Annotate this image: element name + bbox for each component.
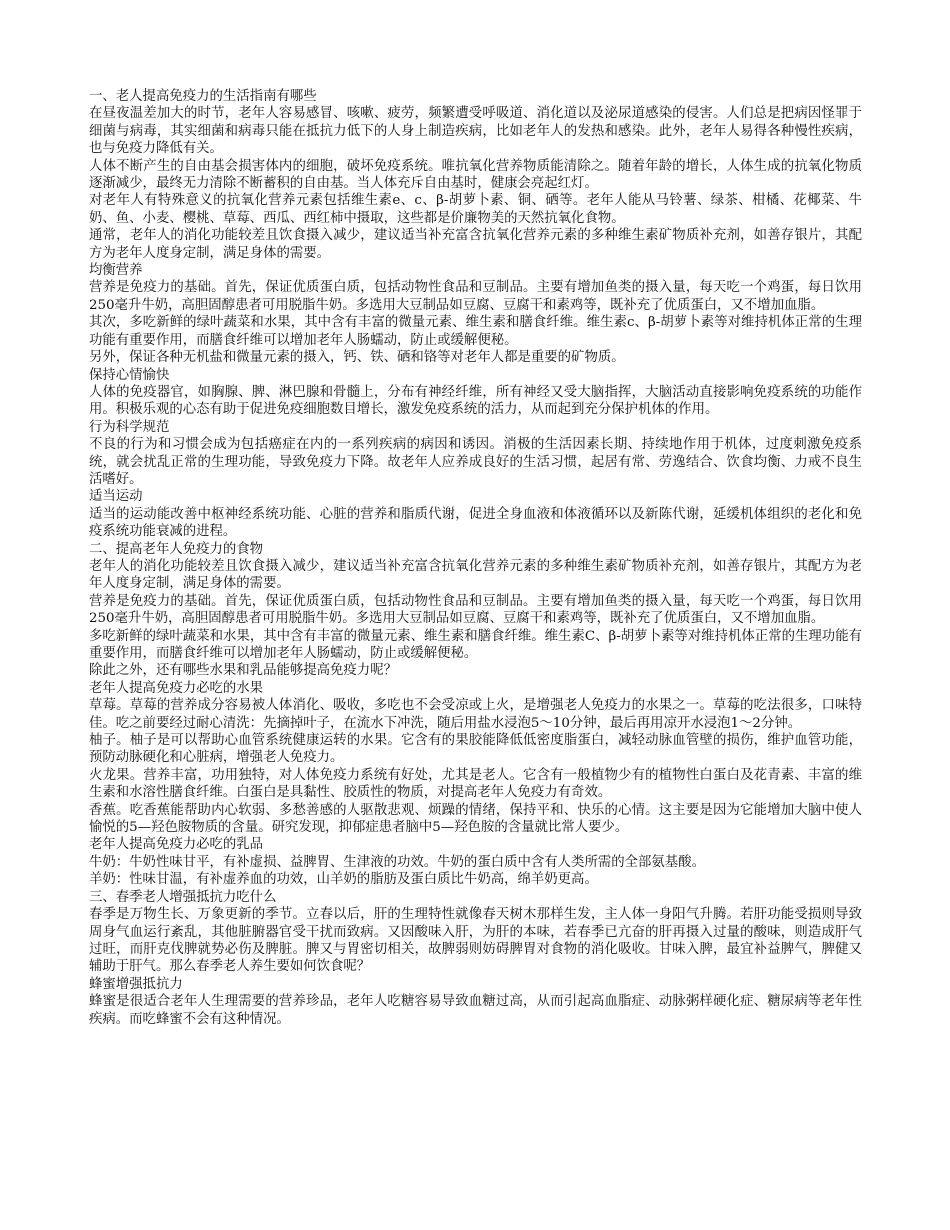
paragraph: 适当的运动能改善中枢神经系统功能、心脏的营养和脂质代谢，促进全身血液和体液循环以及新陈代谢，延缓机体组织的老化和免疫系统功能衰减的进程。 (89, 506, 862, 540)
paragraph: 人体不断产生的自由基会损害体内的细胞，破坏免疫系统。唯抗氧化营养物质能清除之。随着年龄的增长，人体生成的抗氧化物质逐渐减少，最终无力清除不断蓄积的自由基。当人体充斥自由基时，健康会亮起红灯。 (89, 158, 862, 192)
paragraph: 火龙果。营养丰富，功用独特，对人体免疫力系统有好处，尤其是老人。它含有一般植物少有的植物性白蛋白及花青素、丰富的维生素和水溶性膳食纤维。白蛋白是具黏性、胶质性的物质，对提高老年人免疫力有奇效。 (89, 767, 862, 801)
section-heading: 蜂蜜增强抵抗力 (89, 976, 183, 992)
paragraph: 牛奶：牛奶性味甘平，有补虚损、益脾胃、生津液的功效。牛奶的蛋白质中含有人类所需的全部氨基酸。 (89, 854, 705, 870)
paragraph: 老年人的消化功能较差且饮食摄入减少，建议适当补充富含抗氧化营养元素的多种维生素矿物质补充剂，如善存银片，其配方为老年人度身定制，满足身体的需要。 (89, 558, 862, 592)
section-heading: 老年人提高免疫力必吃的水果 (89, 680, 264, 696)
paragraph: 人体的免疫器官，如胸腺、脾、淋巴腺和骨髓上，分布有神经纤维，所有神经又受大脑指挥，大脑活动直接影响免疫系统的功能作用。积极乐观的心态有助于促进免疫细胞数目增长，激发免疫系统的活力，从而起到充分保护机体的作用。 (89, 384, 862, 418)
paragraph: 多吃新鲜的绿叶蔬菜和水果，其中含有丰富的微量元素、维生素和膳食纤维。维生素C、β-胡萝卜素等对维持机体正常的生理功能有重要作用，而膳食纤维可以增加老年人肠蠕动，防止或缓解便秘。 (89, 628, 862, 661)
paragraph: 在昼夜温差加大的时节，老年人容易感冒、咳嗽、疲劳，频繁遭受呼吸道、消化道以及泌尿道感染的侵害。人们总是把病因怪罪于细菌与病毒，其实细菌和病毒只能在抵抗力低下的人身上制造疾病，比如老年人的发热和感染。此外，老年人易得各种慢性疾病，也与免疫力降低有关。 (89, 106, 862, 157)
paragraph: 营养是免疫力的基础。首先，保证优质蛋白质，包括动物性食品和豆制品。主要有增加鱼类的摄入量，每天吃一个鸡蛋，每日饮用250毫升牛奶，高胆固醇患者可用脱脂牛奶。多选用大豆制品如豆腐、豆腐干和素鸡等，既补充了优质蛋白，又不增加血脂。 (89, 593, 862, 627)
paragraph: 蜂蜜是很适合老年人生理需要的营养珍品，老年人吃糖容易导致血糖过高，从而引起高血脂症、动脉粥样硬化症、糖尿病等老年性疾病。而吃蜂蜜不会有这种情况。 (89, 994, 862, 1027)
paragraph: 春季是万物生长、万象更新的季节。立春以后，肝的生理特性就像春天树木那样生发，主人体一身阳气升腾。若肝功能受损则导致周身气血运行紊乱，其他脏腑器官受干扰而致病。又因酸味入肝，为肝的本味，若春季已亢奋的肝再摄入过量的酸味，则造成肝气过旺，而肝克伐脾就势必伤及脾脏。脾又与胃密切相关，故脾弱则妨碍脾胃对食物的消化吸收。甘味入脾，最宜补益脾气，脾健又辅助于肝气。那么春季老人养生要如何饮食呢？ (89, 907, 862, 975)
paragraph: 通常，老年人的消化功能较差且饮食摄入减少，建议适当补充富含抗氧化营养元素的多种维生素矿物质补充剂，如善存银片，其配方为老年人度身定制，满足身体的需要。 (89, 228, 862, 261)
paragraph: 除此之外，还有哪些水果和乳品能够提高免疫力呢？ (89, 663, 397, 679)
section-heading: 二、提高老年人免疫力的食物 (89, 541, 264, 557)
section-heading: 一、老人提高免疫力的生活指南有哪些 (89, 89, 317, 104)
paragraph: 营养是免疫力的基础。首先，保证优质蛋白质，包括动物性食品和豆制品。主要有增加鱼类的摄入量，每天吃一个鸡蛋，每日饮用250毫升牛奶，高胆固醇患者可用脱脂牛奶。多选用大豆制品如豆腐、豆腐干和素鸡等，既补充了优质蛋白，又不增加血脂。 (89, 280, 862, 313)
paragraph: 香蕉。吃香蕉能帮助内心软弱、多愁善感的人驱散悲观、烦躁的情绪，保持平和、快乐的心情。这主要是因为它能增加大脑中使人愉悦的5—羟色胺物质的含量。研究发现，抑郁症患者脑中5—羟色胺的含量就比常人要少。 (89, 802, 862, 836)
section-heading: 保持心情愉快 (89, 367, 170, 383)
paragraph: 另外，保证各种无机盐和微量元素的摄入，钙、铁、硒和铬等对老年人都是重要的矿物质。 (89, 350, 625, 366)
paragraph: 柚子。柚子是可以帮助心血管系统健康运转的水果。它含有的果胶能降低低密度脂蛋白，减轻动脉血管壁的损伤，维护血管功能，预防动脉硬化和心脏病，增强老人免疫力。 (89, 733, 862, 766)
section-heading: 均衡营养 (89, 263, 143, 279)
document-body (89, 88, 862, 1028)
section-heading: 三、春季老人增强抵抗力吃什么 (89, 889, 277, 905)
paragraph: 对老年人有特殊意义的抗氧化营养元素包括维生素e、c、β-胡萝卜素、铜、硒等。老年人能从马铃薯、绿茶、柑橘、花椰菜、牛奶、鱼、小麦、樱桃、草莓、西瓜、西红柿中摄取，这些都是价廉物美的天然抗氧化食物。 (89, 193, 862, 226)
paragraph: 其次，多吃新鲜的绿叶蔬菜和水果，其中含有丰富的微量元素、维生素和膳食纤维。维生素c、β-胡萝卜素等对维持机体正常的生理功能有重要作用，而膳食纤维可以增加老年人肠蠕动，防止或缓解便秘。 (89, 315, 862, 348)
paragraph: 羊奶：性味甘温，有补虚养血的功效，山羊奶的脂肪及蛋白质比牛奶高，绵羊奶更高。 (89, 872, 598, 888)
section-heading: 老年人提高免疫力必吃的乳品 (89, 837, 264, 853)
section-heading: 适当运动 (89, 489, 143, 505)
paragraph: 草莓。草莓的营养成分容易被人体消化、吸收，多吃也不会受凉或上火，是增强老人免疫力的水果之一。草莓的吃法很多，口味特佳。吃之前要经过耐心清洗：先摘掉叶子，在流水下冲洗，随后用盐水浸泡5～10分钟，最后再用凉开水浸泡1～2分钟。 (89, 698, 862, 731)
paragraph: 不良的行为和习惯会成为包括癌症在内的一系列疾病的病因和诱因。消极的生活因素长期、持续地作用于机体，过度刺激免疫系统，就会扰乱正常的生理功能，导致免疫力下降。故老年人应养成良好的生活习惯，起居有常、劳逸结合、饮食均衡、力戒不良生活嗜好。 (89, 437, 862, 487)
section-heading: 行为科学规范 (89, 419, 170, 435)
